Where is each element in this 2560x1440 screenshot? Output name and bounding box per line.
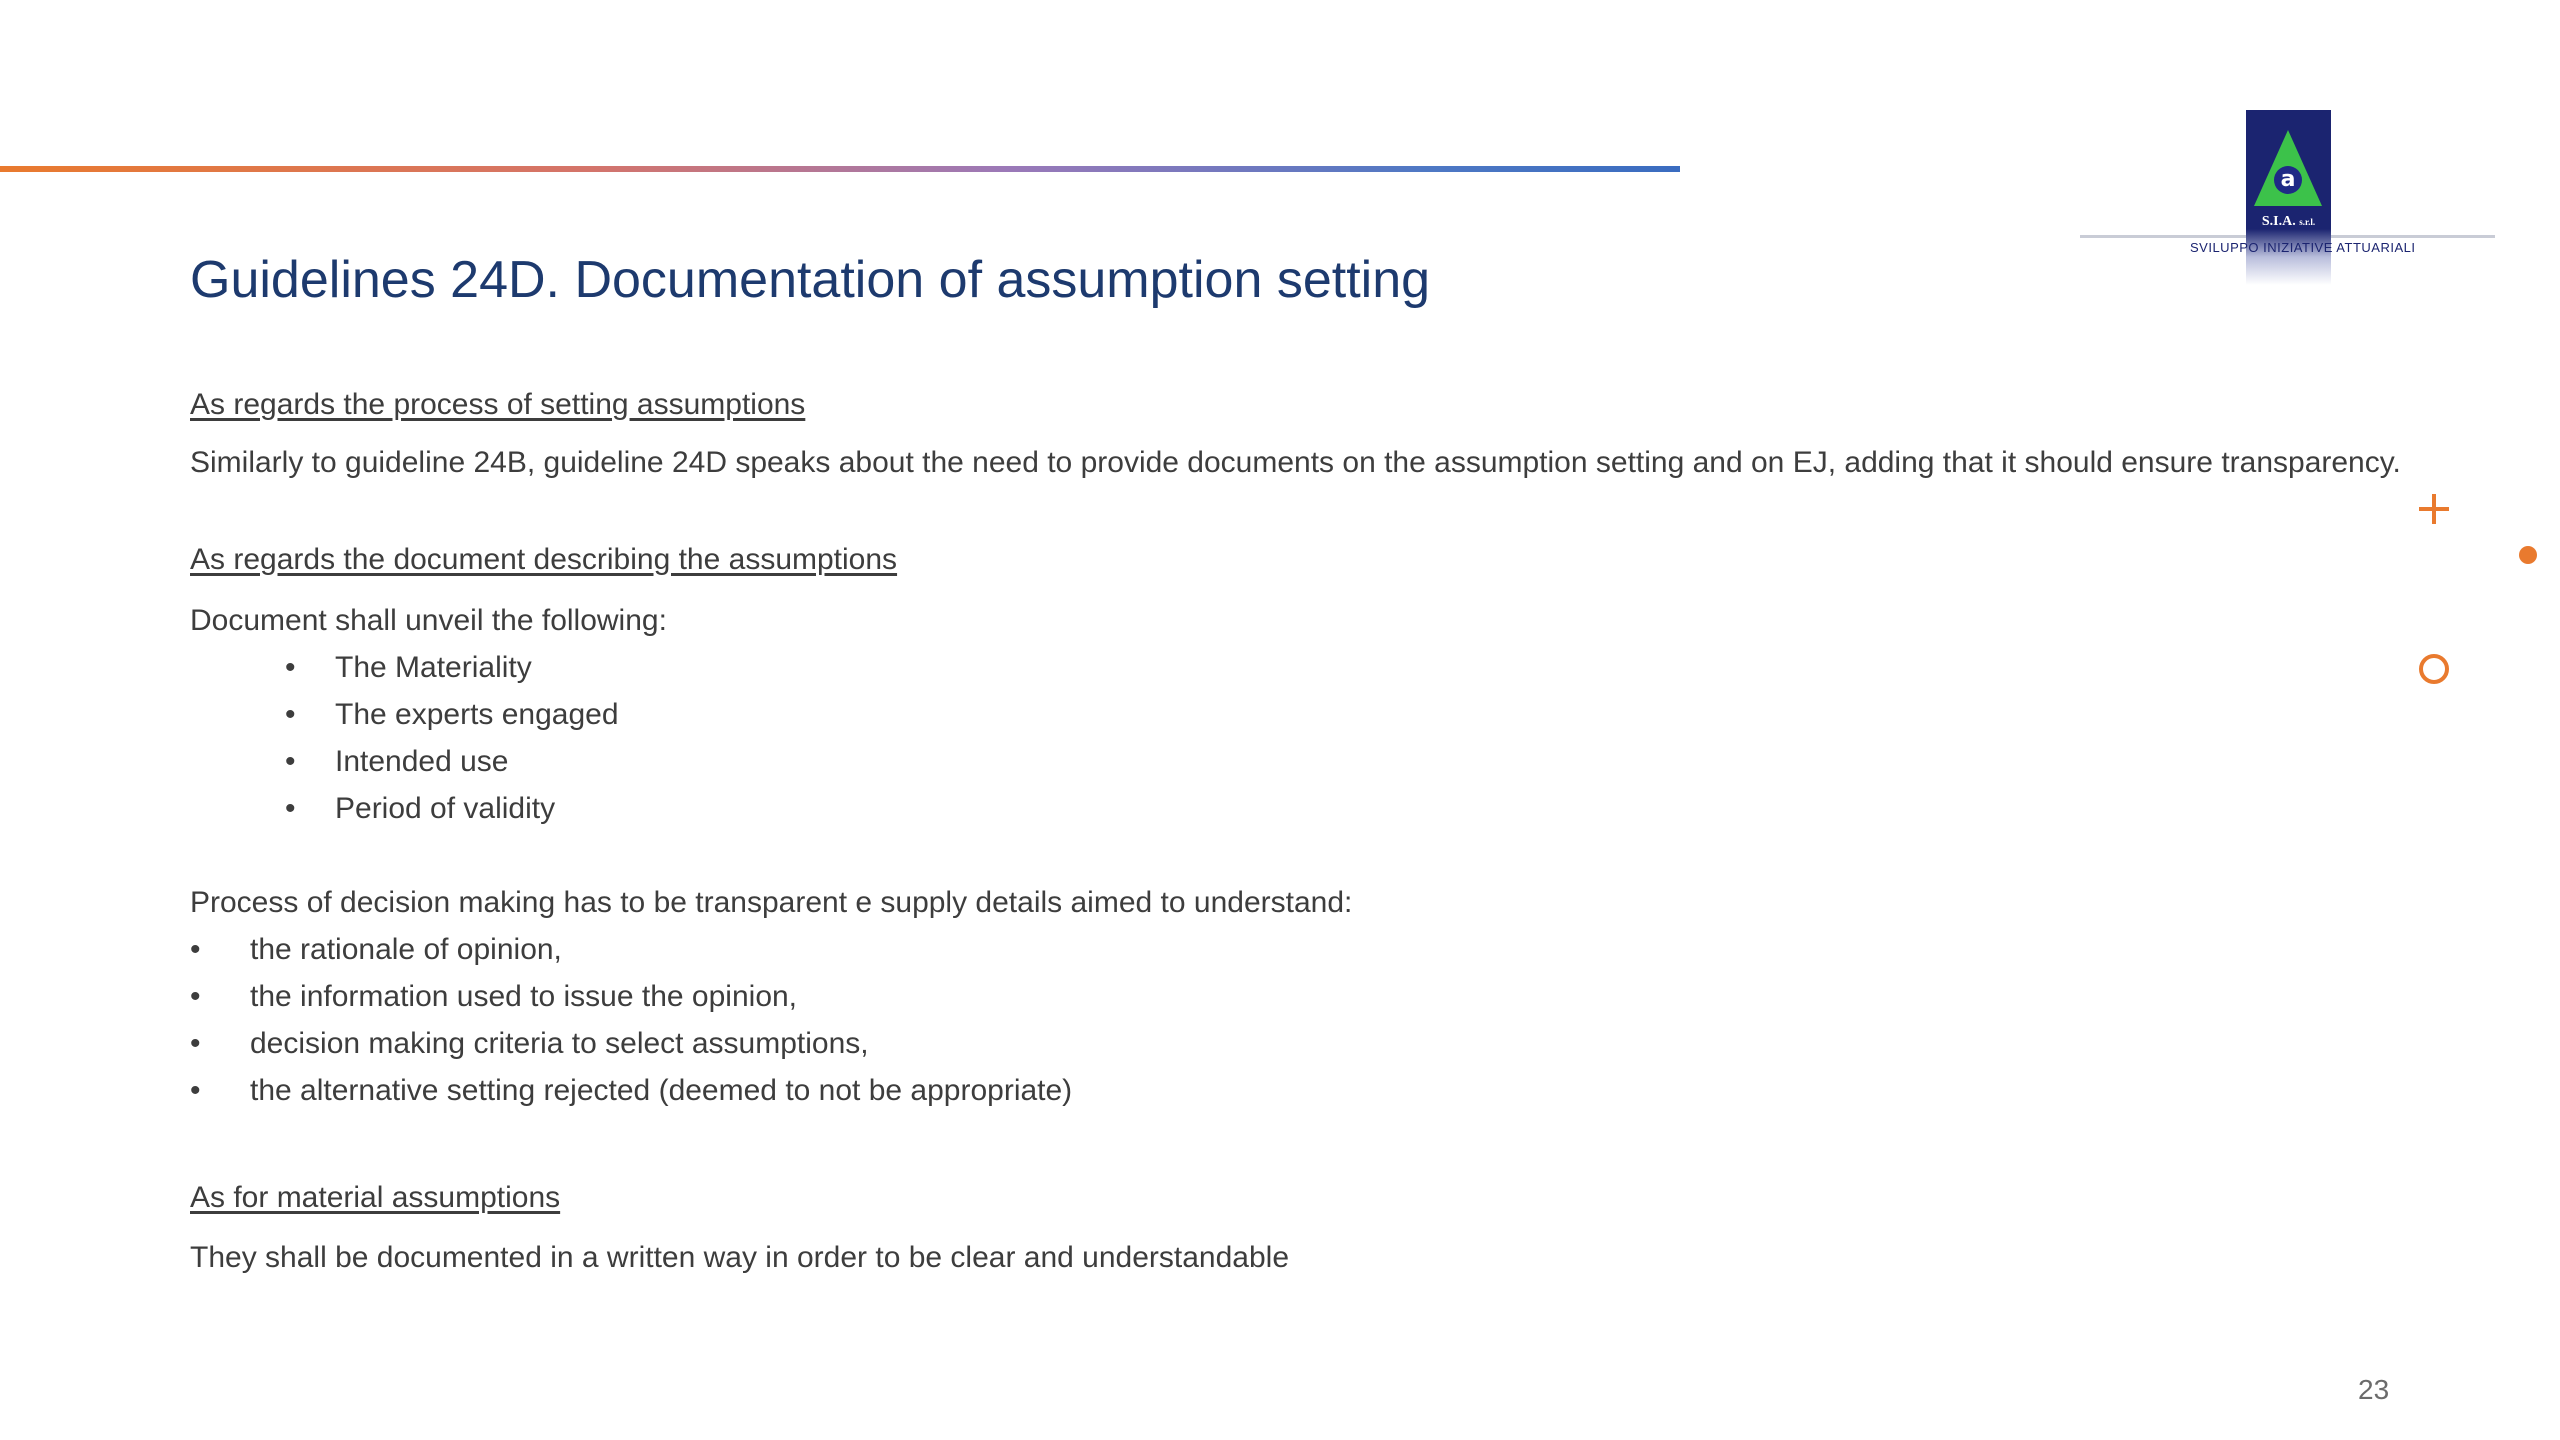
document-intro: Document shall unveil the following: bbox=[190, 604, 667, 637]
logo-tagline: SVILUPPO INIZIATIVE ATTUARIALI bbox=[2190, 240, 2416, 255]
logo-glyph: a bbox=[2274, 166, 2302, 194]
bullet-icon: • bbox=[190, 1074, 201, 1107]
dot-icon bbox=[2519, 546, 2537, 564]
bullet-icon: • bbox=[190, 1027, 201, 1060]
process-paragraph: Similarly to guideline 24B, guideline 24D speaks about the need to provide documents on the assumption setting and on EJ, adding that it should ensure transparency. bbox=[190, 446, 2401, 479]
bullet-icon: • bbox=[285, 745, 296, 778]
list-item-text: the rationale of opinion, bbox=[250, 933, 562, 966]
logo-name bbox=[2246, 214, 2331, 230]
plus-icon-v bbox=[2432, 494, 2436, 524]
bullet-icon: • bbox=[190, 980, 201, 1013]
list-item-text: The Materiality bbox=[335, 651, 532, 684]
company-logo bbox=[2080, 110, 2500, 290]
list-item-text: The experts engaged bbox=[335, 698, 619, 731]
ring-icon bbox=[2419, 654, 2449, 684]
material-text: They shall be documented in a written way in order to be clear and understandable bbox=[190, 1241, 1289, 1274]
logo-name-text: S.I.A. bbox=[2261, 214, 2296, 229]
list-item-text: Period of validity bbox=[335, 792, 556, 825]
bullet-icon: • bbox=[285, 698, 296, 731]
page-number: 23 bbox=[2358, 1374, 2390, 1405]
section-heading-process: As regards the process of setting assumptions bbox=[190, 388, 806, 421]
list-item-text: decision making criteria to select assumptions, bbox=[250, 1027, 869, 1060]
logo-mark bbox=[2246, 110, 2331, 285]
section-heading-document: As regards the document describing the assumptions bbox=[190, 543, 898, 576]
list-item-text: the alternative setting rejected (deemed to not be appropriate) bbox=[250, 1074, 1073, 1107]
top-gradient-rule bbox=[0, 166, 1680, 172]
slide-title: Guidelines 24D. Documentation of assumption setting bbox=[190, 251, 1431, 309]
list-item-text: the information used to issue the opinion, bbox=[250, 980, 798, 1013]
list-item-text: Intended use bbox=[335, 745, 509, 778]
section-heading-material: As for material assumptions bbox=[190, 1181, 561, 1214]
bullet-icon: • bbox=[285, 651, 296, 684]
logo-suffix: s.r.l. bbox=[2299, 217, 2316, 227]
bullet-icon: • bbox=[285, 792, 296, 825]
bullet-icon: • bbox=[190, 933, 201, 966]
decision-intro: Process of decision making has to be transparent e supply details aimed to understand: bbox=[190, 886, 1353, 919]
